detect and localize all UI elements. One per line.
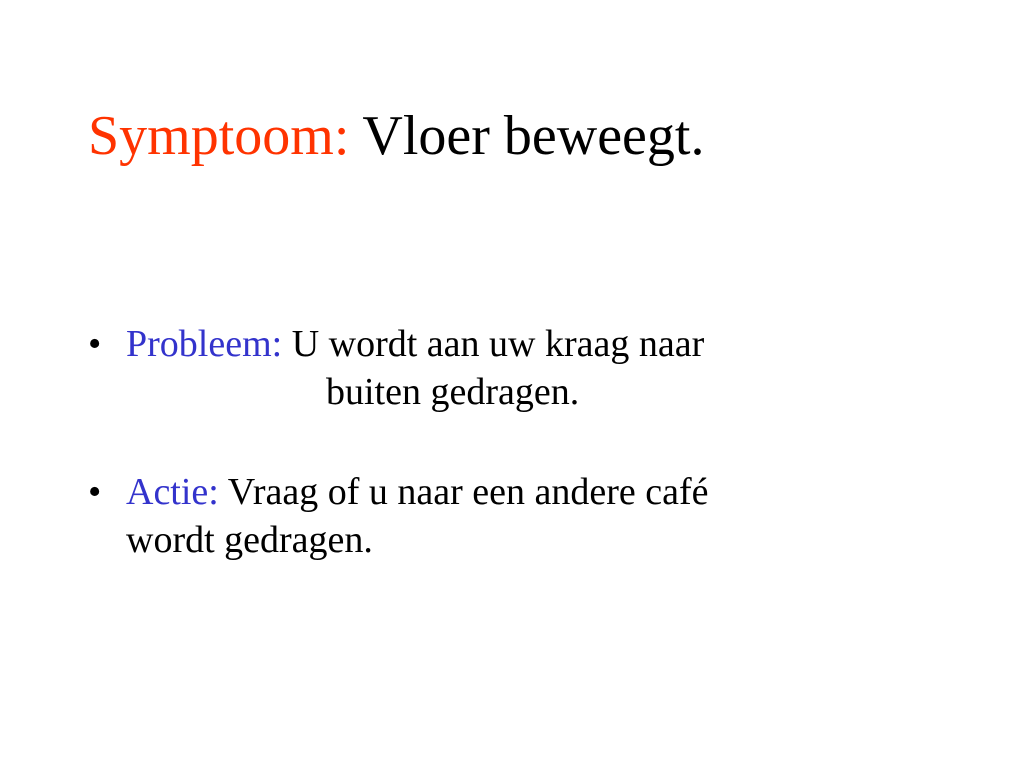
bullet-icon: •	[88, 471, 102, 513]
bullet-icon: •	[88, 323, 102, 365]
bullet-text-line2: wordt gedragen.	[126, 519, 373, 561]
title-label: Symptoom:	[88, 105, 350, 167]
title-text: Vloer beweegt.	[362, 105, 705, 167]
bullet-text-line2: buiten gedragen.	[326, 371, 580, 413]
bullet-label: Actie:	[126, 471, 219, 513]
bullet-text-line1: Vraag of u naar een andere café	[227, 471, 709, 513]
bullet-item-probleem	[88, 320, 968, 416]
bullet-item-actie	[88, 468, 968, 564]
bullet-label: Probleem:	[126, 323, 283, 365]
bullet-text-line1: U wordt aan uw kraag naar	[291, 323, 705, 365]
bullet-list	[88, 320, 968, 616]
slide-title	[88, 104, 704, 168]
